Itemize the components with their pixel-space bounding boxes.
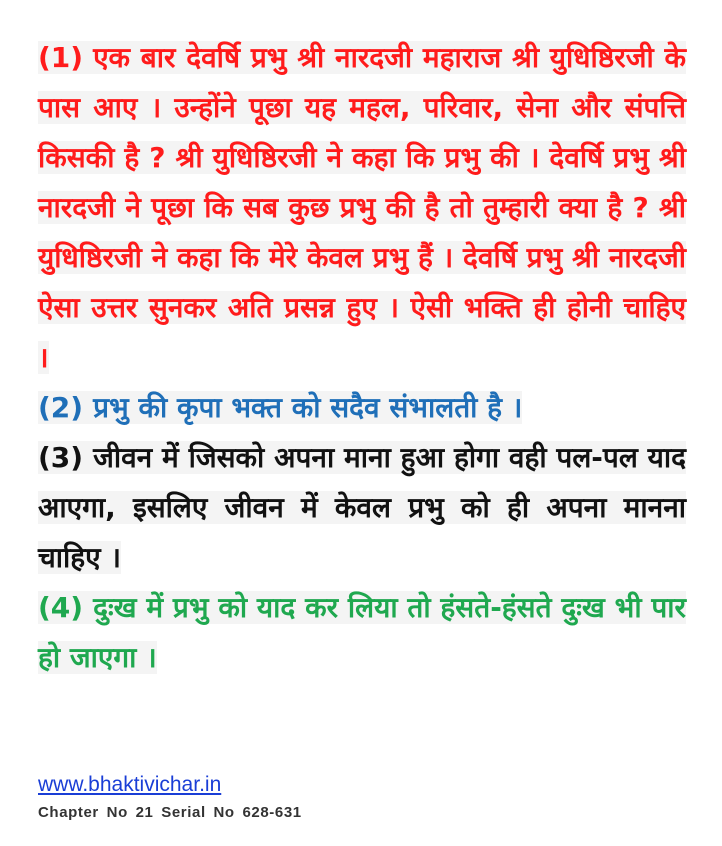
paragraph-1 (38, 33, 686, 383)
paragraph-3 (38, 433, 686, 583)
chapter-serial-label: Chapter No 21 Serial No 628-631 (38, 804, 302, 821)
paragraph-number: (1) (38, 41, 84, 74)
paragraph-4 (38, 583, 686, 683)
paragraph-number: (2) (38, 391, 84, 424)
paragraph-text: प्रभु की कृपा भक्त को सदैव संभालती है । (93, 391, 523, 424)
footer (38, 772, 538, 821)
paragraph-number: (4) (38, 591, 84, 624)
paragraph-text: एक बार देवर्षि प्रभु श्री नारदजी महाराज श्री युधिष्ठिरजी के पास आए । उन्होंने पूछा यह महल, परिवार, सेना और संपत्ति किसकी है ? श्री युधिष्ठिरजी ने कहा कि प्रभु की । देवर्षि प्रभु श्री नारदजी ने पूछा कि सब कुछ प्रभु की है तो तुम्हारी क्या है ? श्री युधिष्ठिरजी ने कहा कि मेरे केवल प्रभु हैं । देवर्षि प्रभु श्री नारदजी ऐसा उत्तर सुनकर अति प्रसन्न हुए । ऐसी भक्ति ही होनी चाहिए । (38, 41, 686, 374)
paragraph-number: (3) (38, 441, 84, 474)
quotes-content (38, 33, 686, 683)
paragraph-text: जीवन में जिसको अपना माना हुआ होगा वही पल-पल याद आएगा, इसलिए जीवन में केवल प्रभु को ही अपना मानना चाहिए । (38, 441, 686, 574)
website-link[interactable]: www.bhaktivichar.in (38, 773, 222, 796)
paragraph-text: दुःख में प्रभु को याद कर लिया तो हंसते-हंसते दुःख भी पार हो जाएगा । (38, 591, 686, 674)
paragraph-2 (38, 383, 686, 433)
